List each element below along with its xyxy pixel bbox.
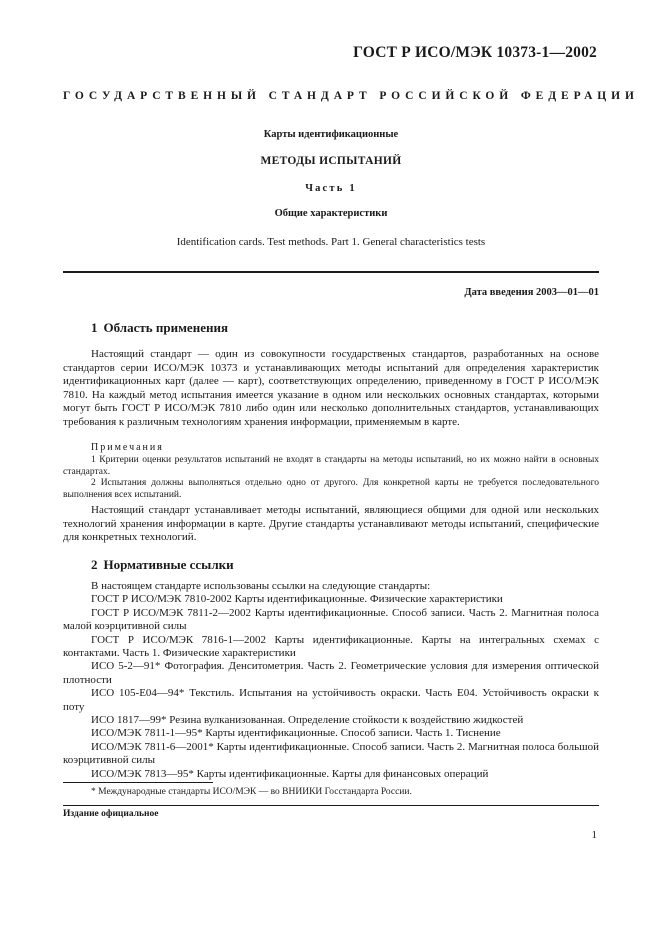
introduction-date: Дата введения 2003—01—01 xyxy=(464,287,599,298)
note-2: 2 Испытания должны выполняться отдельно одно от другого. Для конкретной карты не требуется последовательного выполнения всех испытаний. xyxy=(63,478,599,500)
official-edition-label: Издание официальное xyxy=(63,809,159,819)
reference-item: ИСО/МЭК 7811-6—2001* Карты идентификационные. Способ записи. Часть 2. Магнитная полоса большой коэрцитивной силы xyxy=(63,740,599,767)
section-1-paragraph-2: Настоящий стандарт устанавливает методы испытаний, являющиеся общими для одной или нескольких технологий хранения информации в карте. Другие стандарты устанавливают методы испытаний, специфические для конкретных технологий. xyxy=(63,504,599,544)
section-1-title: Область применения xyxy=(103,320,228,335)
reference-item: ИСО/МЭК 7811-1—95* Карты идентификационные. Способ записи. Часть 1. Тиснение xyxy=(91,727,501,740)
footnote: * Международные стандарты ИСО/МЭК — во ВНИИКИ Госстандарта России. xyxy=(91,787,412,797)
reference-item: ИСО 5-2—91* Фотография. Денситометрия. Часть 2. Геометрические условия для измерения оптической плотности xyxy=(63,660,599,686)
footnote-divider xyxy=(63,782,213,783)
references-intro: В настоящем стандарте использованы ссылки на следующие стандарты: xyxy=(91,580,431,592)
notes-label: Примечания xyxy=(91,442,164,453)
note-1: 1 Критерии оценки результатов испытаний не входят в стандарты на методы испытаний, но их можно найти в основных стандартах. xyxy=(63,455,599,477)
section-2-title: Нормативные ссылки xyxy=(103,557,234,572)
title-line-2: МЕТОДЫ ИСПЫТАНИЙ xyxy=(260,155,402,167)
reference-item: ГОСТ Р ИСО/МЭК 7816-1—2002 Карты идентификационные. Карты на интегральных схемах с контактами. Часть 1. Физические характеристики xyxy=(63,633,599,660)
english-title: Identification cards. Test methods. Part 1. General characteristics tests xyxy=(176,236,486,248)
title-part: Часть 1 xyxy=(305,183,357,194)
reference-item: ГОСТ Р ИСО/МЭК 7810-2002 Карты идентификационные. Физические характеристики xyxy=(91,593,503,606)
section-2-number: 2 xyxy=(91,557,98,572)
state-standard-title: ГОСУДАРСТВЕННЫЙ СТАНДАРТ РОССИЙСКОЙ ФЕДЕРАЦИИ xyxy=(63,90,639,102)
title-divider xyxy=(63,271,599,273)
section-1-heading xyxy=(91,320,234,336)
section-2-heading xyxy=(91,557,240,573)
normative-references xyxy=(63,580,599,781)
page-number: 1 xyxy=(591,829,597,841)
reference-item: ИСО 1817—99* Резина вулканизованная. Определение стойкости к воздействию жидкостей xyxy=(91,714,524,727)
title-line-4: Общие характеристики xyxy=(274,208,388,219)
footer-divider xyxy=(63,805,599,806)
section-1-number: 1 xyxy=(91,320,98,335)
reference-item: ГОСТ Р ИСО/МЭК 7811-2—2002 Карты идентификационные. Способ записи. Часть 2. Магнитная полоса малой коэрцитивной силы xyxy=(63,606,599,633)
title-line-1: Карты идентификационные xyxy=(263,129,399,140)
reference-item: ИСО/МЭК 7813—95* Карты идентификационные. Карты для финансовых операций xyxy=(91,767,489,780)
reference-item: ИСО 105-Е04—94* Текстиль. Испытания на устойчивость окраски. Часть Е04. Устойчивость окраски к поту xyxy=(63,687,599,713)
section-1-paragraph-1: Настоящий стандарт — один из совокупности государственых стандартов, разработанных на основе стандартов серии ИСО/МЭК 10373 и устанавливающих методы испытаний для определения характеристик идентификационных карт (далее — карт), соответствующих определению, приведенному в ГОСТ Р ИСО/МЭК 7810. На каждый метод испытания имеется указание в одном или нескольких основных стандартах, которыми могут быть ГОСТ Р ИСО/МЭК 7810 либо один или несколько дополнительных стандартов, устанавливающих требования к различным технологиям хранения информации, применяемым в карте. xyxy=(63,348,599,428)
document-number: ГОСТ Р ИСО/МЭК 10373-1—2002 xyxy=(353,44,597,61)
